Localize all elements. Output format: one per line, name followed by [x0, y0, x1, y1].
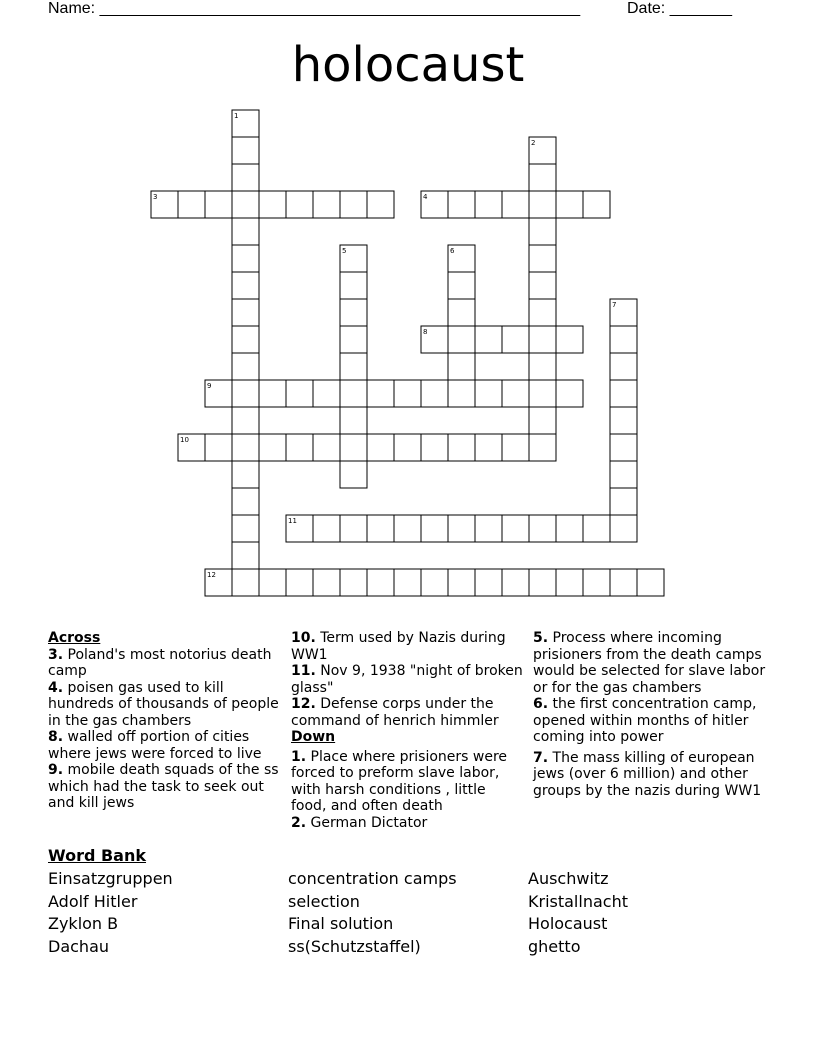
crossword-cell[interactable]	[610, 353, 637, 380]
crossword-cell[interactable]	[556, 569, 583, 596]
crossword-cell[interactable]	[583, 569, 610, 596]
crossword-cell[interactable]	[556, 515, 583, 542]
crossword-cell[interactable]	[529, 353, 556, 380]
clue-number-label: 10	[180, 436, 189, 444]
word-bank-item: Zyklon B	[48, 914, 119, 934]
crossword-cell[interactable]	[232, 326, 259, 353]
word-bank-item: Holocaust	[528, 914, 608, 934]
crossword-cell[interactable]	[259, 434, 286, 461]
crossword-cell[interactable]	[232, 137, 259, 164]
crossword-cell[interactable]	[475, 380, 502, 407]
clue-across-8: 8. walled off portion of cities where jews were forced to live	[48, 729, 262, 762]
crossword-cell[interactable]	[340, 461, 367, 488]
crossword-cell[interactable]	[394, 434, 421, 461]
crossword-cell[interactable]	[556, 326, 583, 353]
crossword-cell[interactable]	[610, 407, 637, 434]
crossword-cell[interactable]	[502, 326, 529, 353]
crossword-cell[interactable]	[232, 542, 259, 569]
crossword-cell[interactable]	[232, 461, 259, 488]
word-bank-item: Final solution	[288, 914, 394, 934]
crossword-cell[interactable]	[448, 326, 475, 353]
crossword-cell[interactable]	[421, 380, 448, 407]
crossword-cell[interactable]	[448, 434, 475, 461]
crossword-cell[interactable]	[610, 326, 637, 353]
clue-down-7: 7. The mass killing of european jews (over 6 million) and other groups by the nazis during WW1	[533, 749, 762, 799]
crossword-cell[interactable]	[421, 515, 448, 542]
crossword-cell[interactable]	[502, 191, 529, 218]
crossword-cell[interactable]	[340, 326, 367, 353]
crossword-cell[interactable]	[232, 218, 259, 245]
word-bank-item: Einsatzgruppen	[48, 869, 173, 888]
crossword-cell[interactable]	[232, 164, 259, 191]
crossword-cell[interactable]	[448, 569, 475, 596]
word-bank-item: ss(Schutzstaffel)	[288, 936, 421, 956]
clue-number-label: 2	[531, 139, 536, 147]
crossword-cell[interactable]	[367, 515, 394, 542]
crossword-cell[interactable]	[448, 380, 475, 407]
crossword-cell[interactable]	[529, 326, 556, 353]
crossword-cell[interactable]	[340, 272, 367, 299]
crossword-cell[interactable]	[475, 326, 502, 353]
clue-number-label: 8	[423, 328, 428, 336]
crossword-cell[interactable]	[340, 353, 367, 380]
crossword-cell[interactable]	[448, 191, 475, 218]
crossword-cell[interactable]	[529, 515, 556, 542]
crossword-cell[interactable]	[232, 434, 259, 461]
crossword-cell[interactable]	[232, 407, 259, 434]
crossword-cell[interactable]	[286, 434, 313, 461]
clues-column-1	[48, 630, 286, 812]
crossword-cell[interactable]	[340, 191, 367, 218]
crossword-cell[interactable]	[475, 191, 502, 218]
crossword-cell[interactable]	[610, 380, 637, 407]
clue-down-2: 2. German Dictator	[291, 814, 428, 831]
word-bank-column-2	[288, 868, 457, 958]
clue-across-9: 9. mobile death squads of the ss which had the task to seek out and kill jews	[48, 762, 279, 811]
word-bank-item: ghetto	[528, 936, 581, 956]
clue-number-label: 11	[288, 517, 297, 525]
crossword-cell[interactable]	[529, 272, 556, 299]
word-bank-column-1	[48, 868, 173, 958]
crossword-cell[interactable]	[529, 164, 556, 191]
crossword-cell[interactable]	[259, 569, 286, 596]
crossword-cell[interactable]	[340, 380, 367, 407]
crossword-cell[interactable]	[205, 191, 232, 218]
across-heading: Across	[48, 630, 101, 646]
crossword-cell[interactable]	[340, 434, 367, 461]
word-bank-item: Adolf Hitler	[48, 891, 138, 911]
word-bank-item: Auschwitz	[528, 869, 609, 888]
crossword-cell[interactable]	[529, 380, 556, 407]
crossword-cell[interactable]	[367, 191, 394, 218]
crossword-cell[interactable]	[502, 380, 529, 407]
clue-across-3: 3. Poland's most notorius death camp	[48, 646, 272, 679]
crossword-cell[interactable]	[367, 569, 394, 596]
crossword-cell[interactable]	[502, 515, 529, 542]
clue-across-4: 4. poisen gas used to kill hundreds of thousands of people in the gas chambers	[48, 679, 279, 729]
clue-number-label: 4	[423, 193, 428, 201]
word-bank-item: Kristallnacht	[528, 891, 628, 911]
page-title: holocaust	[291, 37, 525, 93]
clue-across-10: 10. Term used by Nazis during WW1	[291, 630, 506, 663]
crossword-cell[interactable]	[421, 434, 448, 461]
down-heading: Down	[291, 729, 336, 745]
crossword-cell[interactable]	[529, 434, 556, 461]
crossword-cell[interactable]	[205, 434, 232, 461]
crossword-cell[interactable]	[448, 272, 475, 299]
clue-number-label: 9	[207, 382, 212, 390]
crossword-cell[interactable]	[259, 191, 286, 218]
word-bank-item: Dachau	[48, 936, 110, 956]
crossword-cell[interactable]	[340, 407, 367, 434]
crossword-cell[interactable]	[232, 245, 259, 272]
clue-number-label: 7	[612, 301, 617, 309]
crossword-cell[interactable]	[178, 191, 205, 218]
crossword-cell[interactable]	[610, 569, 637, 596]
crossword-cell[interactable]	[448, 515, 475, 542]
word-bank-item: selection	[288, 891, 360, 911]
crossword-cell[interactable]	[475, 434, 502, 461]
crossword-cell[interactable]	[583, 515, 610, 542]
crossword-cell[interactable]	[475, 515, 502, 542]
crossword-cell[interactable]	[448, 353, 475, 380]
clue-across-12: 12. Defense corps under the command of henrich himmler	[291, 696, 499, 729]
crossword-cell[interactable]	[340, 515, 367, 542]
crossword-cell[interactable]	[259, 380, 286, 407]
crossword-cell[interactable]	[529, 569, 556, 596]
date-field[interactable]: Date: _______	[627, 0, 732, 17]
crossword-cell[interactable]	[556, 380, 583, 407]
crossword-cell[interactable]	[313, 434, 340, 461]
crossword-cell[interactable]	[340, 299, 367, 326]
crossword-cell[interactable]	[610, 488, 637, 515]
crossword-cell[interactable]	[556, 191, 583, 218]
clue-number-label: 12	[207, 571, 216, 579]
word-bank-column-3	[528, 868, 628, 958]
crossword-cell[interactable]	[313, 569, 340, 596]
clue-down-5: 5. Process where incoming prisioners from the death camps would be selected for slave labor or for the gas chambers	[533, 630, 766, 696]
crossword-cell[interactable]	[286, 380, 313, 407]
crossword-cell[interactable]	[394, 569, 421, 596]
clues-column-2	[291, 630, 523, 831]
word-bank-title: Word Bank	[48, 846, 147, 865]
crossword-cell[interactable]	[529, 407, 556, 434]
crossword-cell[interactable]	[610, 461, 637, 488]
crossword-cell[interactable]	[286, 191, 313, 218]
clues-column-3	[533, 630, 773, 799]
crossword-cell[interactable]	[313, 191, 340, 218]
crossword-cell[interactable]	[394, 515, 421, 542]
crossword-cell[interactable]	[502, 569, 529, 596]
clue-number-label: 5	[342, 247, 347, 255]
crossword-cell[interactable]	[232, 272, 259, 299]
clue-number-label: 1	[234, 112, 239, 120]
word-bank-item: concentration camps	[288, 869, 457, 888]
crossword-cell[interactable]	[610, 515, 637, 542]
crossword-cell[interactable]	[313, 380, 340, 407]
name-field[interactable]: Name: ______________________________________________________	[48, 0, 581, 17]
clue-number-label: 6	[450, 247, 455, 255]
clue-number-label: 3	[153, 193, 158, 201]
crossword-cell[interactable]	[394, 380, 421, 407]
crossword-cell[interactable]	[529, 245, 556, 272]
crossword-cell[interactable]	[232, 299, 259, 326]
crossword-cell[interactable]	[448, 299, 475, 326]
crossword-cell[interactable]	[232, 569, 259, 596]
crossword-cell[interactable]	[529, 299, 556, 326]
crossword-cell[interactable]	[502, 434, 529, 461]
crossword-cell[interactable]	[610, 434, 637, 461]
clue-down-1: 1. Place where prisioners were forced to preform slave labor, with harsh conditions , little food, and often death	[291, 748, 508, 814]
crossword-cell[interactable]	[286, 569, 313, 596]
crossword-cell[interactable]	[529, 191, 556, 218]
crossword-cell[interactable]	[421, 569, 448, 596]
crossword-cell[interactable]	[637, 569, 664, 596]
crossword-cell[interactable]	[529, 218, 556, 245]
crossword-cell[interactable]	[367, 380, 394, 407]
clue-down-6: 6. the first concentration camp, opened within months of hitler coming into power	[533, 696, 757, 745]
clue-across-11: 11. Nov 9, 1938 "night of broken glass"	[291, 663, 523, 696]
crossword-cell[interactable]	[583, 191, 610, 218]
crossword-cell[interactable]	[367, 434, 394, 461]
crossword-cell[interactable]	[313, 515, 340, 542]
crossword-cell[interactable]	[232, 380, 259, 407]
crossword-cell[interactable]	[340, 569, 367, 596]
crossword-cell[interactable]	[232, 353, 259, 380]
crossword-cell[interactable]	[475, 569, 502, 596]
crossword-cell[interactable]	[232, 191, 259, 218]
crossword-cell[interactable]	[232, 515, 259, 542]
crossword-cell[interactable]	[232, 488, 259, 515]
